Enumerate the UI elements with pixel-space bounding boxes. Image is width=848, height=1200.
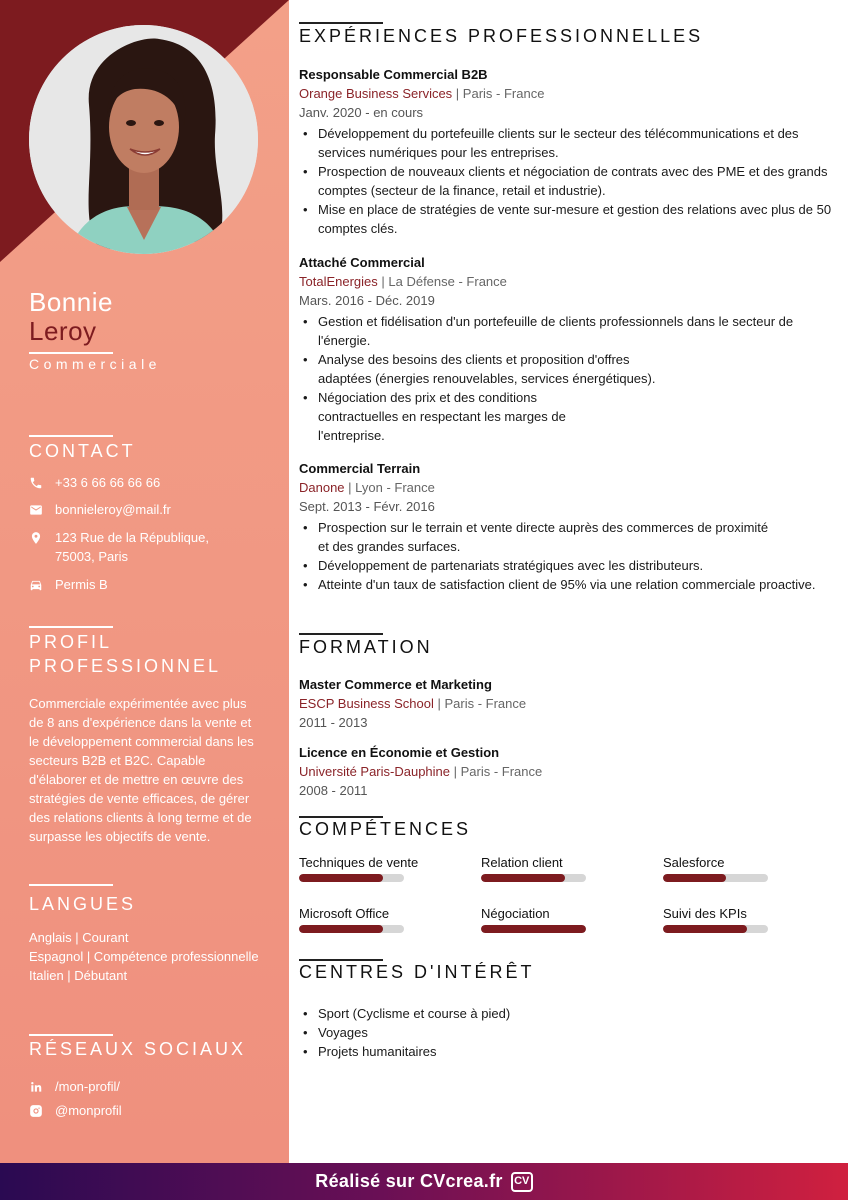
contact-address-text: 123 Rue de la République, 75003, Paris — [55, 530, 209, 564]
education-school: ESCP Business School — [299, 696, 434, 711]
profile-summary: Commerciale expérimentée avec plus de 8 ans d'expérience dans la vente et le développement commercial dans les secteurs B2B et B2C. Capable d'élaborer et de mettre en œuvre des stratégies de vente efficaces, de gérer des relations clients à long terme et de surpasse les objectifs de vente. — [29, 696, 254, 844]
experience-bullets — [299, 518, 834, 594]
list-item: • Négociation des prix et des conditions contractuelles en respectant les marges de l'entreprise. — [299, 388, 834, 445]
linkedin-text: /mon-profil/ — [55, 1079, 121, 1094]
experience-title: Responsable Commercial B2B — [299, 67, 488, 82]
social-linkedin[interactable] — [29, 1077, 120, 1096]
footer-banner[interactable] — [0, 1163, 848, 1200]
experience-title: Commercial Terrain — [299, 461, 421, 476]
contact-address — [29, 528, 259, 566]
profile-divider — [29, 626, 113, 628]
instagram-text: @monprofil — [55, 1103, 122, 1118]
location-pin-icon — [29, 528, 55, 547]
skill-item — [299, 854, 449, 882]
experience-location: | Lyon - France — [344, 480, 435, 495]
skill-name: Salesforce — [663, 855, 725, 870]
skill-item — [481, 854, 631, 882]
sidebar — [0, 0, 289, 1163]
experience-company: Danone — [299, 480, 345, 495]
list-item: • Développement du portefeuille clients sur le secteur des télécommunications et des services numériques pour les entreprises. — [299, 124, 834, 162]
skill-level — [663, 874, 726, 882]
experience-company: Orange Business Services — [299, 86, 453, 101]
language-item: Anglais | Courant — [29, 930, 129, 945]
social-heading: RÉSEAUX SOCIAUX — [29, 1039, 247, 1059]
education-heading: FORMATION — [299, 637, 433, 657]
skill-level — [481, 925, 586, 933]
skill-bar — [481, 874, 586, 882]
profile-photo — [29, 25, 258, 254]
contact-email[interactable] — [29, 500, 171, 519]
contact-license-text: Permis B — [55, 577, 108, 592]
skill-name: Suivi des KPIs — [663, 906, 747, 921]
job-title: Commerciale — [29, 356, 161, 372]
skill-bar — [663, 874, 768, 882]
experience-heading: EXPÉRIENCES PROFESSIONNELLES — [299, 26, 704, 46]
education-dates: 2011 - 2013 — [299, 715, 368, 730]
languages-heading: LANGUES — [29, 894, 137, 914]
contact-license — [29, 575, 108, 594]
skill-bar — [481, 925, 586, 933]
experience-location: | Paris - France — [452, 86, 545, 101]
skill-name: Négociation — [481, 906, 550, 921]
experience-location: | La Défense - France — [377, 274, 507, 289]
list-item: • Mise en place de stratégies de vente sur-mesure et gestion des relations avec plus de 50 comptes clés. — [299, 200, 834, 238]
education-item — [299, 675, 834, 732]
cv-logo-icon: CV — [511, 1172, 533, 1192]
skill-item — [663, 905, 813, 933]
language-item: Italien | Débutant — [29, 968, 128, 983]
experience-dates: Janv. 2020 - en cours — [299, 105, 424, 120]
skill-name: Techniques de vente — [299, 855, 419, 870]
skill-name: Relation client — [481, 855, 563, 870]
experience-company: TotalEnergies — [299, 274, 378, 289]
list-item: • Prospection sur le terrain et vente directe auprès des commerces de proximité et des grandes surfaces. — [299, 518, 834, 556]
experience-item — [299, 459, 834, 594]
linkedin-icon — [29, 1077, 55, 1096]
phone-icon — [29, 473, 55, 492]
contact-email-text: bonnieleroy@mail.fr — [55, 502, 171, 517]
experience-item — [299, 253, 834, 445]
education-school: Université Paris-Dauphine — [299, 764, 451, 779]
skill-item — [299, 905, 449, 933]
list-item: • Analyse des besoins des clients et proposition d'offres adaptées (énergies renouvelables, services énergétiques). — [299, 350, 834, 388]
list-item: • Voyages — [299, 1023, 510, 1042]
skill-level — [481, 874, 565, 882]
education-location: | Paris - France — [433, 696, 527, 711]
list-item: • Projets humanitaires — [299, 1042, 510, 1061]
experience-dates: Mars. 2016 - Déc. 2019 — [299, 293, 435, 308]
list-item: • Prospection de nouveaux clients et négociation de contrats avec des PME et des grands comptes (secteur de la finance, retail et industrie). — [299, 162, 834, 200]
skill-bar — [299, 925, 404, 933]
skill-level — [663, 925, 747, 933]
last-name: Leroy — [29, 316, 97, 346]
contact-heading: CONTACT — [29, 441, 136, 461]
social-instagram[interactable] — [29, 1101, 122, 1120]
name-divider — [29, 352, 113, 354]
skill-item — [663, 854, 813, 882]
languages-divider — [29, 884, 113, 886]
skill-level — [299, 874, 383, 882]
profile-heading-line2: PROFESSIONNEL — [29, 656, 222, 676]
footer-text: Réalisé sur CVcrea.fr — [315, 1171, 503, 1191]
list-item: • Atteinte d'un taux de satisfaction client de 95% via une relation commerciale proactive. — [299, 575, 834, 594]
list-item: • Développement de partenariats stratégiques avec les distributeurs. — [299, 556, 834, 575]
language-item: Espagnol | Compétence professionnelle — [29, 949, 259, 964]
instagram-icon — [29, 1101, 55, 1120]
mail-icon — [29, 500, 55, 519]
languages-list — [29, 928, 259, 985]
list-item: • Sport (Cyclisme et course à pied) — [299, 1004, 510, 1023]
education-dates: 2008 - 2011 — [299, 783, 368, 798]
experience-bullets — [299, 124, 834, 238]
social-divider — [29, 1034, 113, 1036]
education-title: Master Commerce et Marketing — [299, 677, 492, 692]
skills-heading: COMPÉTENCES — [299, 819, 472, 839]
car-icon — [29, 575, 55, 594]
profile-heading-line1: PROFIL — [29, 632, 113, 652]
education-title: Licence en Économie et Gestion — [299, 745, 500, 760]
education-location: | Paris - France — [450, 764, 543, 779]
experience-dates: Sept. 2013 - Févr. 2016 — [299, 499, 435, 514]
experience-item — [299, 65, 834, 238]
contact-phone-text: +33 6 66 66 66 66 — [55, 475, 161, 490]
skill-name: Microsoft Office — [299, 906, 390, 921]
skill-level — [299, 925, 383, 933]
person-name — [29, 288, 113, 346]
portrait-image — [29, 25, 258, 254]
education-item — [299, 743, 834, 800]
contact-phone[interactable] — [29, 473, 160, 492]
experience-title: Attaché Commercial — [299, 255, 425, 270]
experience-bullets — [299, 312, 834, 445]
skill-bar — [299, 874, 404, 882]
list-item: • Gestion et fidélisation d'un portefeuille de clients professionnels dans le secteur de l'énergie. — [299, 312, 834, 350]
skill-item — [481, 905, 631, 933]
interests-list — [299, 1004, 510, 1061]
interests-heading: CENTRES D'INTÉRÊT — [299, 962, 535, 982]
contact-divider — [29, 435, 113, 437]
main-content — [299, 0, 834, 1163]
skill-bar — [663, 925, 768, 933]
first-name: Bonnie — [29, 287, 113, 317]
